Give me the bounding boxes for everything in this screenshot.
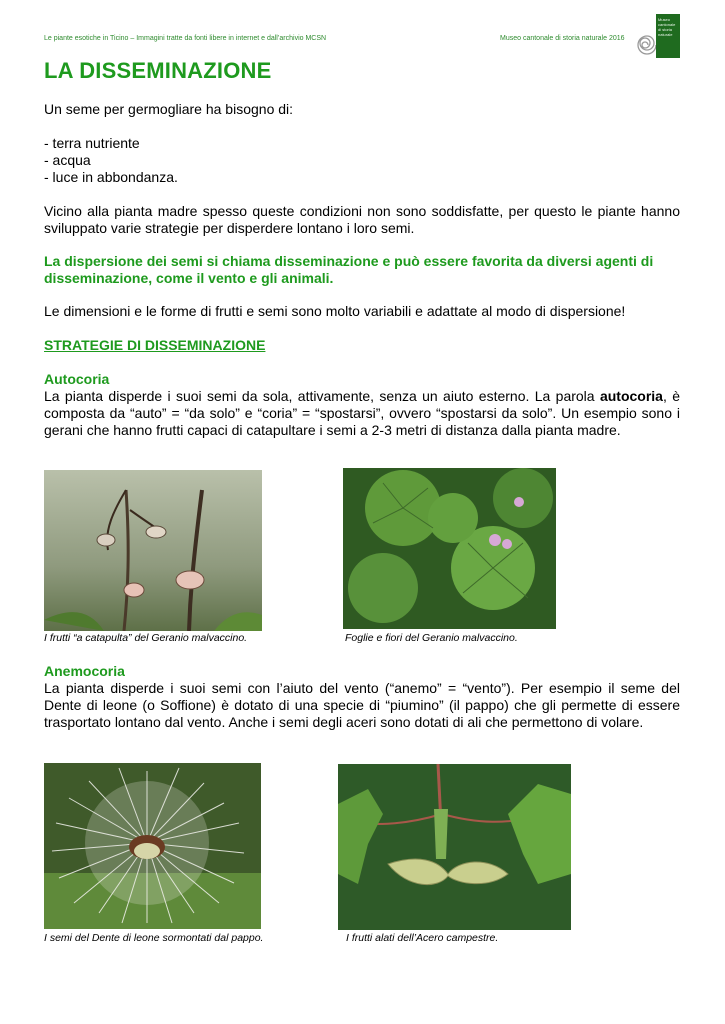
logo-green-block	[656, 14, 680, 58]
need-item: - acqua	[44, 152, 91, 168]
header-right-text: Museo cantonale di storia naturale 2016	[500, 35, 625, 42]
autocoria-title: Autocoria	[44, 371, 110, 387]
highlight-paragraph: La dispersione dei semi si chiama disseminazione e può essere favorita da diversi agenti di disseminazione, come il vento e gli animali.	[44, 253, 654, 286]
page-title: LA DISSEMINAZIONE	[44, 58, 272, 83]
caption-geranium-fruits: I frutti “a catapulta” del Geranio malvaccino.	[44, 632, 248, 644]
photo-geranium-fruits	[44, 470, 262, 631]
autocoria-text	[44, 388, 680, 439]
logo-line-3: di storia	[658, 27, 673, 32]
museum-logo	[634, 14, 680, 58]
caption-geranium-leaves: Foglie e fiori del Geranio malvaccino.	[345, 632, 518, 644]
section-title: STRATEGIE DI DISSEMINAZIONE	[44, 337, 266, 353]
logo-line-2: cantonale	[658, 22, 676, 27]
autocoria-bold-word: autocoria	[599, 388, 663, 404]
need-item: - luce in abbondanza.	[44, 169, 178, 185]
anemocoria-title: Anemocoria	[44, 663, 125, 679]
paragraph-dimensions: Le dimensioni e le forme di frutti e semi sono molto variabili e adattate al modo di dispersione!	[44, 303, 626, 319]
photo-maple-fruits	[338, 764, 571, 930]
autocoria-text-b: , è composta da “auto” = “da solo” e “coria” = “spostarsi”, ovvero “spostarsi da solo”. Un esempio sono i gerani che hanno frutti capaci di catapultare i semi a 2-3 metri di distanza dalla pianta madre.	[44, 388, 680, 438]
photo-geranium-leaves	[343, 468, 556, 629]
logo-line-1: Museo	[658, 17, 671, 22]
intro-text: Un seme per germogliare ha bisogno di:	[44, 101, 294, 117]
need-item: - terra nutriente	[44, 135, 140, 151]
logo-line-4: naturale	[658, 32, 673, 37]
anemocoria-text: La pianta disperde i suoi semi con l’aiuto del vento (“anemo” = “vento”). Per esempio il seme del Dente di leone (o Soffione) è dotato di una specie di “piumino” (il pappo) che gli permette di essere trasportato lontano dal vento. Anche i semi degli aceri sono dotati di ali che permettono di volare.	[44, 680, 680, 730]
autocoria-text-a: La pianta disperde i suoi semi da sola, attivamente, senza un aiuto esterno. La parola	[44, 388, 600, 404]
header-left-text: Le piante esotiche in Ticino – Immagini tratte da fonti libere in internet e dall’archivio MCSN	[44, 35, 327, 42]
paragraph-conditions: Vicino alla pianta madre spesso queste condizioni non sono soddisfatte, per questo le piante hanno sviluppato varie strategie per disperdere lontano i loro semi.	[44, 203, 680, 236]
photo-dandelion	[44, 763, 261, 929]
caption-maple: I frutti alati dell’Acero campestre.	[346, 932, 499, 944]
caption-dandelion: I semi del Dente di leone sormontati dal pappo.	[44, 932, 264, 944]
